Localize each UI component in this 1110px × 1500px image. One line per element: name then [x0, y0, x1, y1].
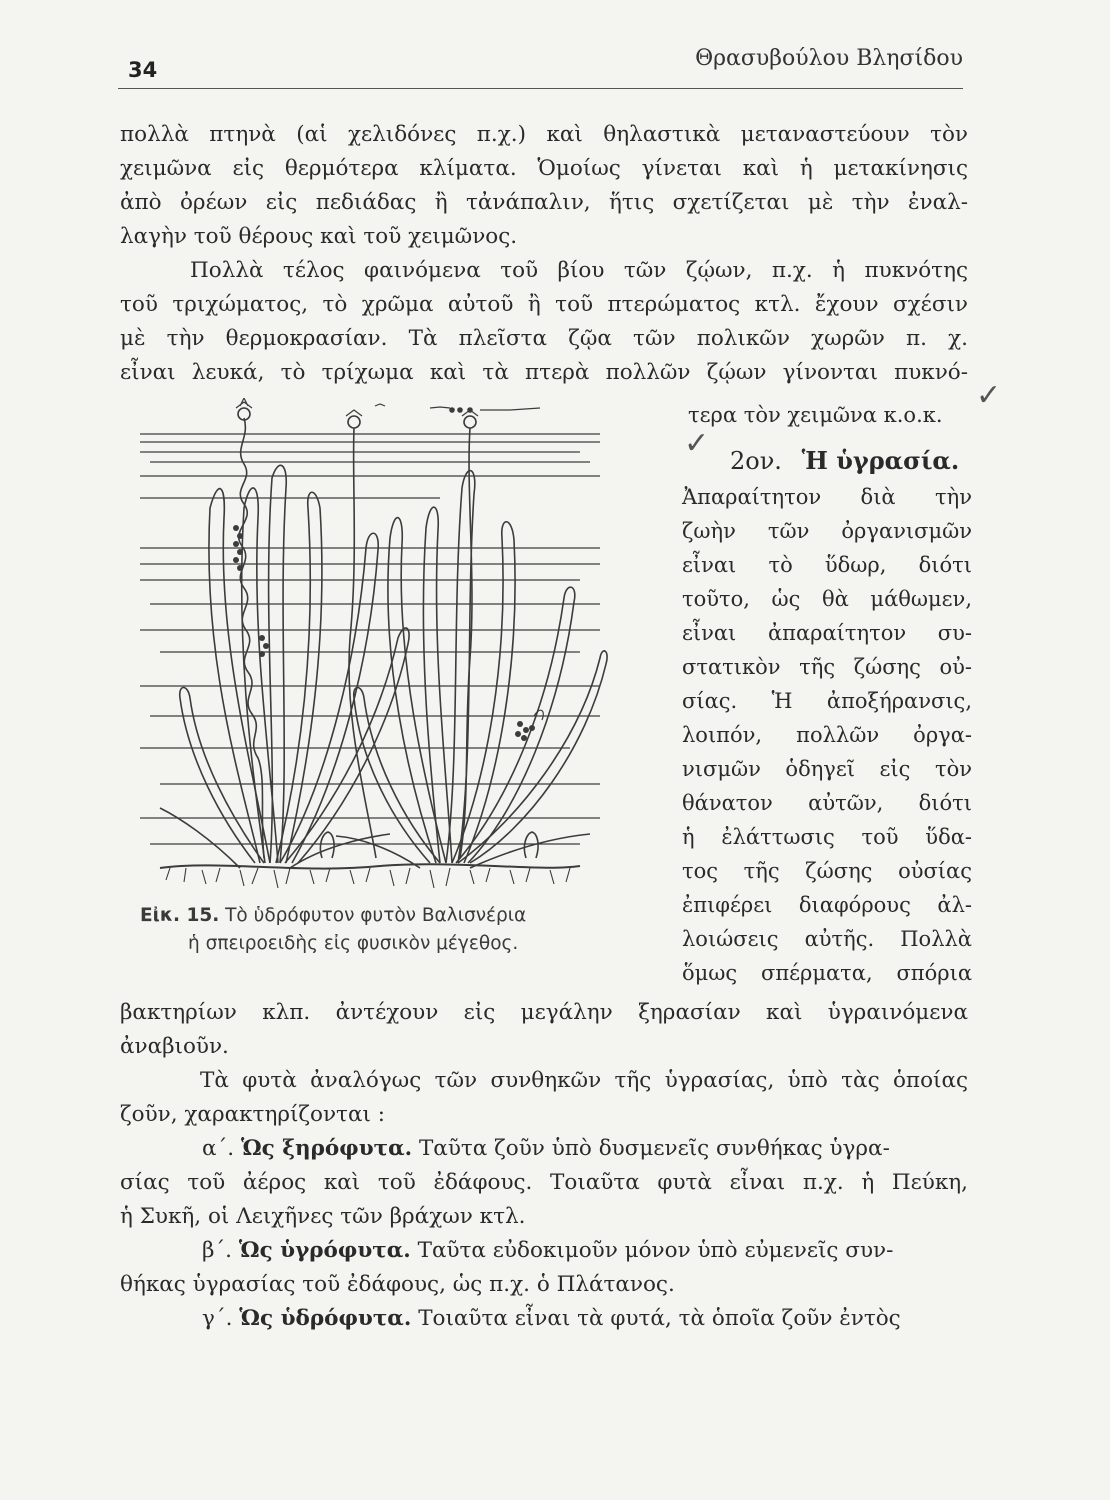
text-line: εἶναι λευκά, τὸ τρίχωμα καὶ τὰ πτερὰ πολλῶν ζῴων γίνονται πυκνό- — [120, 360, 968, 385]
item-marker: β΄. — [202, 1238, 233, 1263]
side-first-line: τερα τὸν χειμῶνα κ.ο.κ. — [688, 403, 943, 427]
text-line: σίας τοῦ ἀέρος καὶ τοῦ ἐδάφους. Τοιαῦτα φυτὰ εἶναι π.χ. ἡ Πεύκη, — [120, 1170, 968, 1195]
section-title: Ἡ ὑγρασία. — [801, 446, 960, 475]
figure-label: Εἰκ. 15. — [140, 905, 220, 926]
text-line: μὲ τὴν θερμοκρασίαν. Τὰ πλεῖστα ζῷα τῶν πολικῶν χωρῶν π. χ. — [120, 326, 968, 351]
text-line: ζοῦν, χαρακτηρίζονται : — [120, 1102, 385, 1127]
check-mark-icon: ✓ — [976, 378, 1002, 413]
item-marker: α΄. — [202, 1136, 235, 1161]
text-line: λαγὴν τοῦ θέρους καὶ τοῦ χειμῶνος. — [120, 224, 518, 249]
paragraph-migration — [120, 118, 968, 254]
text-line: Τὰ φυτὰ ἀναλόγως τῶν συνθηκῶν τῆς ὑγρασίας, ὑπὸ τὰς ὁποίας — [200, 1068, 968, 1093]
side-line: εἶναι ἀπαραίτητον συ- — [682, 621, 972, 645]
item-text: Ταῦτα εὐδοκιμοῦν μόνον ὑπὸ εὐμενεῖς συν- — [417, 1238, 894, 1263]
side-line: ἡ ἐλάττωσις τοῦ ὕδα- — [682, 825, 972, 849]
item-hydrophytes — [120, 1302, 968, 1336]
text-line: χειμῶνα εἰς θερμότερα κλίματα. Ὁμοίως γίνεται καὶ ἡ μετακίνησις — [120, 156, 968, 181]
side-line: λοιπόν, πολλῶν ὀργα- — [682, 723, 972, 747]
item-term: Ὡς ὑγρόφυτα. — [238, 1238, 411, 1263]
side-line: τοῦτο, ὡς θὰ μάθωμεν, — [682, 587, 972, 611]
side-line: ζωὴν τῶν ὀργανισμῶν — [682, 519, 972, 543]
check-mark-icon: ✓ — [684, 426, 710, 461]
item-marker: γ΄. — [202, 1306, 233, 1331]
item-hygrophytes — [120, 1234, 968, 1302]
text-line: ἡ Συκῆ, οἱ Λειχῆνες τῶν βράχων κτλ. — [120, 1204, 526, 1229]
caption-line-1: Τὸ ὑδρόφυτον φυτὸν Βαλισνέρια — [225, 905, 527, 926]
side-line: σίας. Ἡ ἀποξήρανσις, — [682, 689, 972, 713]
item-text: Ταῦτα ζοῦν ὑπὸ δυσμενεῖς συνθήκας ὑγρα- — [418, 1136, 890, 1161]
figure-caption — [140, 902, 610, 958]
item-term: Ὡς ξηρόφυτα. — [240, 1136, 413, 1161]
side-line: εἶναι τὸ ὕδωρ, διότι — [682, 553, 972, 577]
side-line: νισμῶν ὁδηγεῖ εἰς τὸν — [682, 757, 972, 781]
text-line: θήκας ὑγρασίας τοῦ ἐδάφους, ὡς π.χ. ὁ Πλάτανος. — [120, 1272, 675, 1297]
item-line — [120, 1234, 968, 1268]
side-line: θάνατον αὐτῶν, διότι — [682, 791, 972, 815]
vallisneria-illustration — [140, 398, 608, 898]
running-head: Θρασυβούλου Βλησίδου — [695, 46, 963, 71]
side-line: τος τῆς ζώσης οὐσίας — [682, 859, 972, 883]
paragraph-classification — [120, 1064, 968, 1132]
side-column — [682, 403, 972, 990]
side-line: στατικὸν τῆς ζώσης οὐ- — [682, 655, 972, 679]
side-line: λοιώσεις αὐτῆς. Πολλὰ — [682, 927, 972, 951]
side-line: ὅμως σπέρματα, σπόρια — [682, 961, 972, 985]
item-text: Τοιαῦτα εἶναι τὰ φυτά, τὰ ὁποῖα ζοῦν ἐντὸς — [418, 1306, 901, 1331]
item-line — [120, 1132, 968, 1166]
text-line: ἀπὸ ὀρέων εἰς πεδιάδας ἢ τἀνάπαλιν, ἥτις σχετίζεται μὲ τὴν ἐναλ- — [120, 190, 968, 215]
item-line — [120, 1302, 968, 1336]
side-line: ἐπιφέρει διαφόρους ἀλ- — [682, 893, 972, 917]
text-line: τοῦ τριχώματος, τὸ χρῶμα αὐτοῦ ἢ τοῦ πτερώματος κτλ. ἔχουν σχέσιν — [120, 292, 968, 317]
paragraph-seeds — [120, 996, 968, 1064]
page-number: 34 — [128, 58, 158, 82]
text-line: πολλὰ πτηνὰ (αἱ χελιδόνες π.χ.) καὶ θηλαστικὰ μεταναστεύουν τὸν — [120, 122, 968, 147]
text-line: Πολλὰ τέλος φαινόμενα τοῦ βίου τῶν ζῴων, π.χ. ἡ πυκνότης — [190, 258, 968, 283]
section-heading — [682, 442, 972, 480]
paragraph-temperature — [120, 254, 968, 390]
page-header — [118, 38, 963, 89]
text-line: βακτηρίων κλπ. ἀντέχουν εἰς μεγάλην ξηρασίαν καὶ ὑγραινόμενα — [120, 1000, 968, 1025]
section-number: 2ον. — [730, 447, 782, 475]
side-line: Ἀπαραίτητον διὰ τὴν — [682, 485, 972, 509]
item-xerophytes — [120, 1132, 968, 1234]
item-term: Ὡς ὑδρόφυτα. — [239, 1306, 412, 1331]
caption-line-2: ἡ σπειροειδὴς εἰς φυσικὸν μέγεθος. — [188, 933, 519, 954]
text-line: ἀναβιοῦν. — [120, 1034, 229, 1059]
